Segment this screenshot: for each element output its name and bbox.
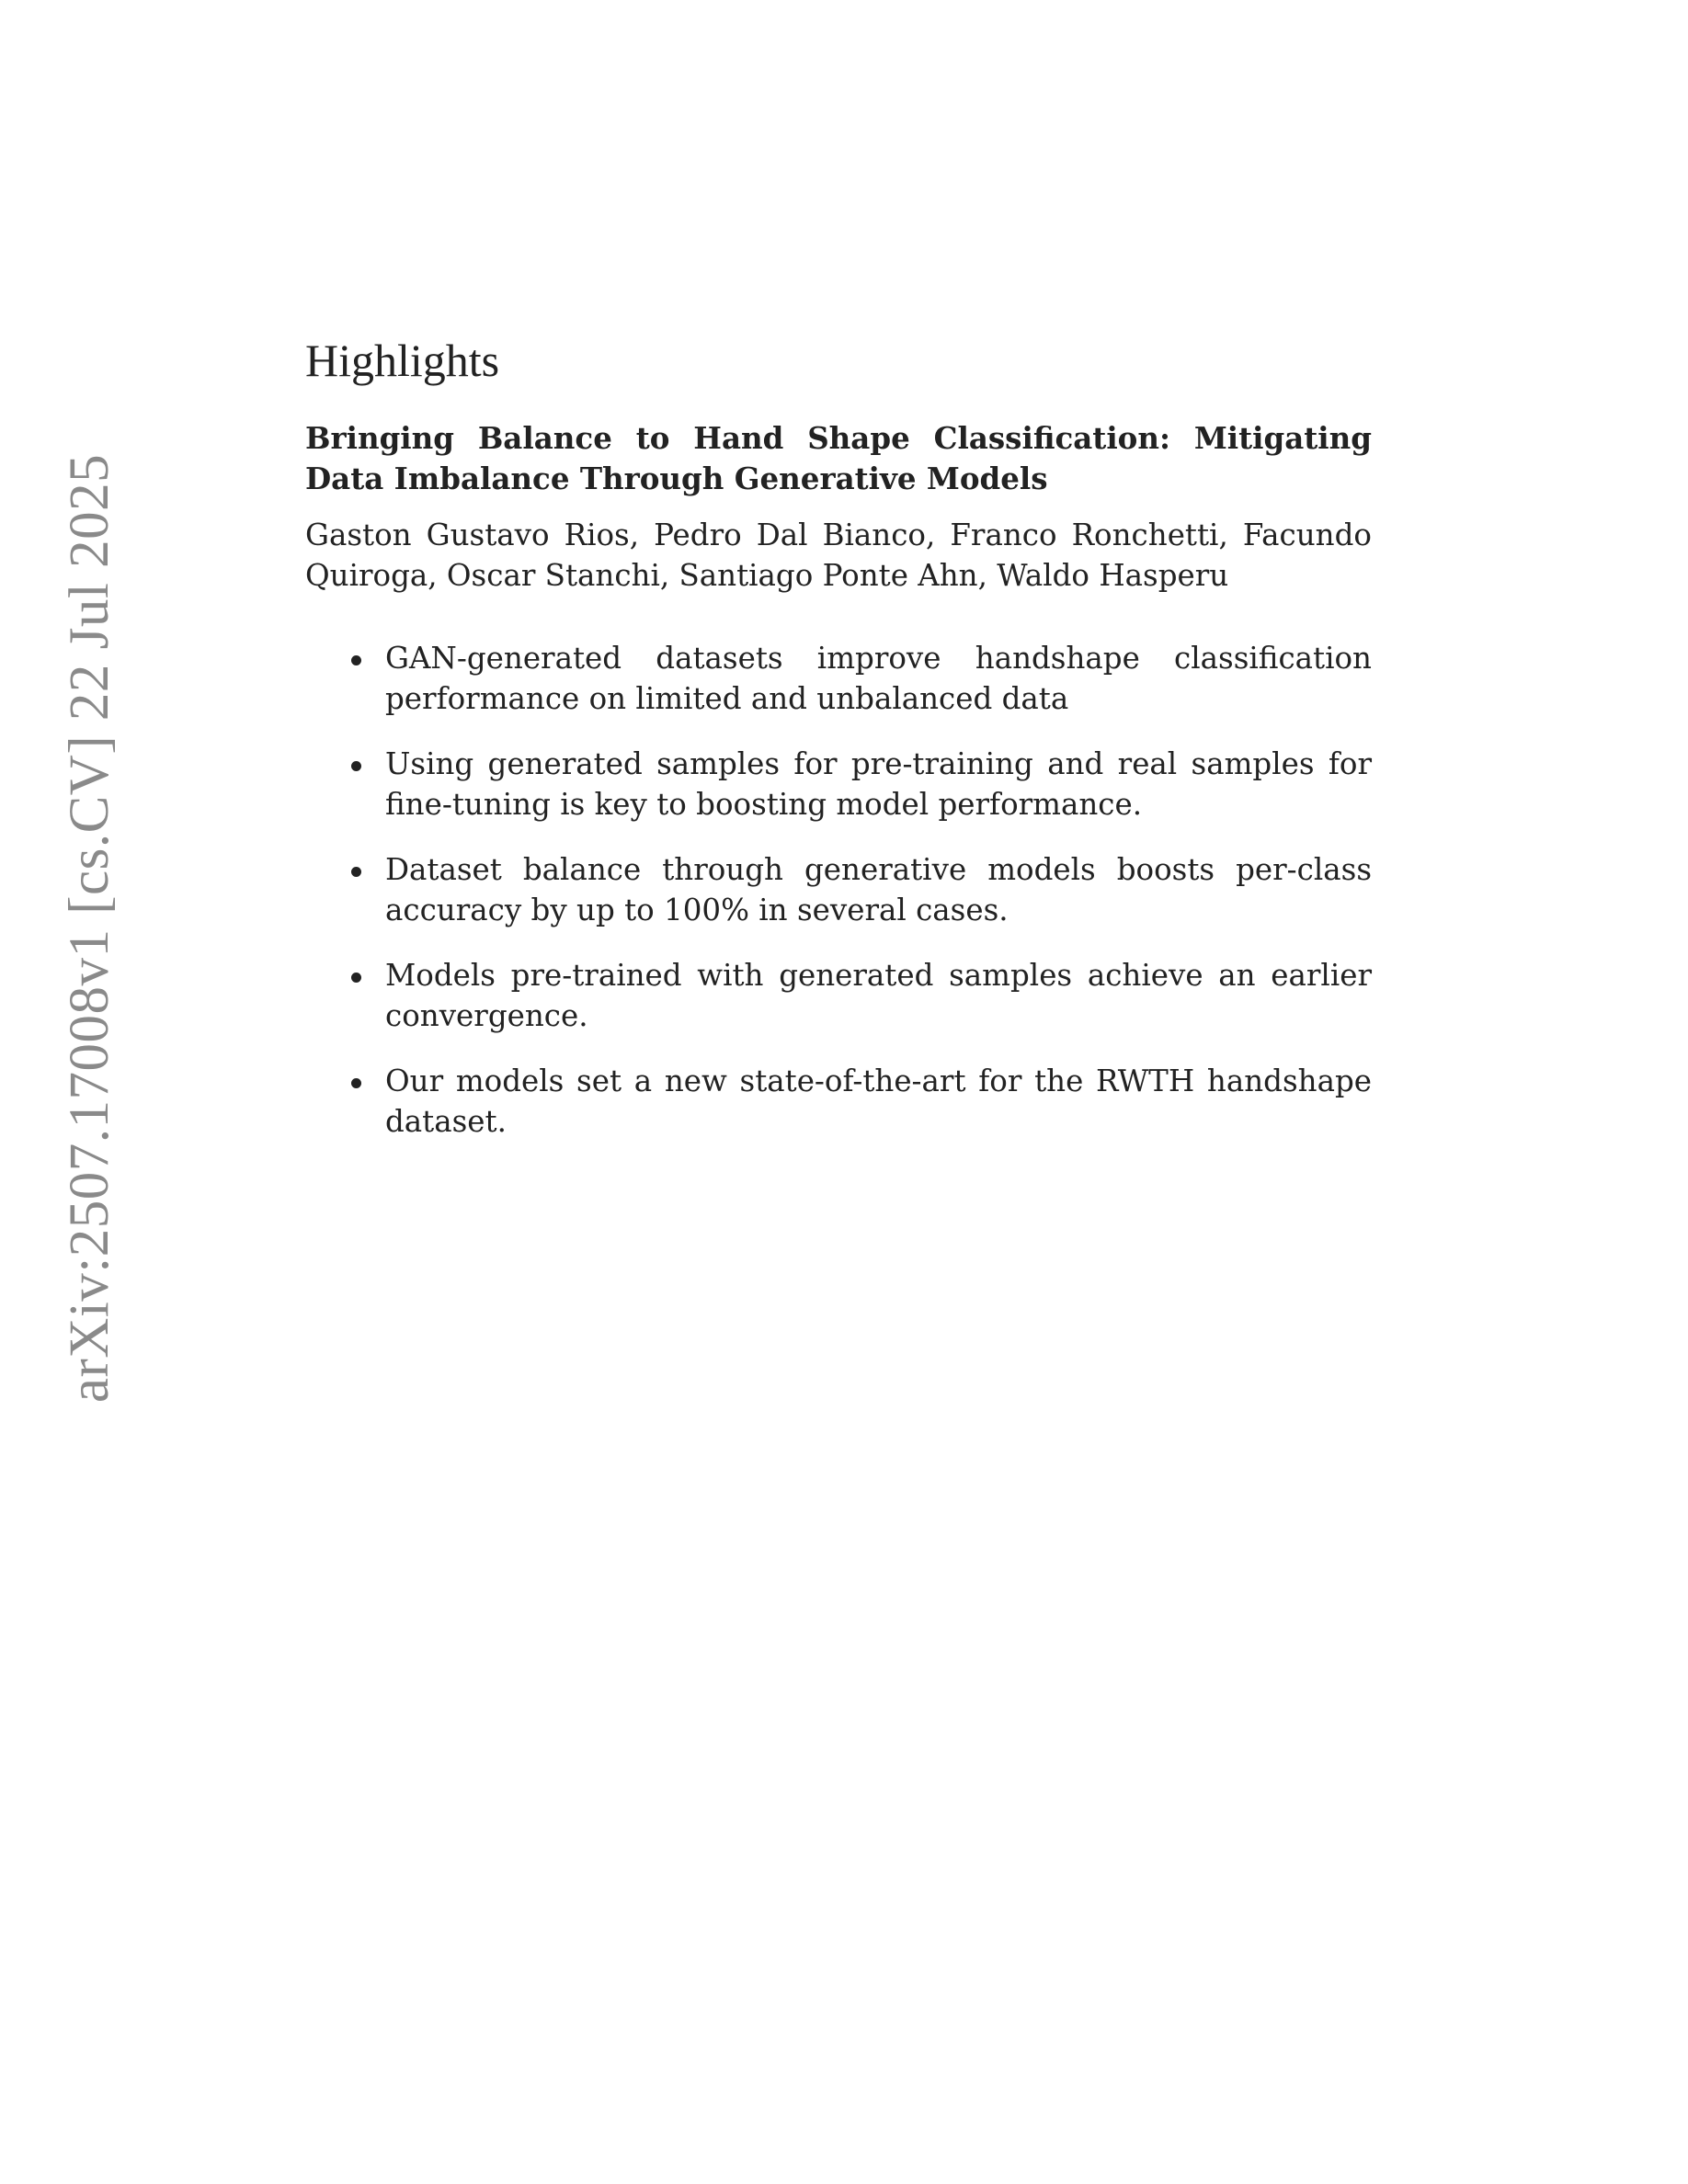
highlight-item	[305, 850, 1372, 930]
author-list: Gaston Gustavo Rios, Pedro Dal Bianco, Franco Ronchetti, Facundo Quiroga, Oscar Stanchi, Santiago Ponte Ahn, Waldo Hasperu	[305, 518, 1372, 593]
bullet-icon	[351, 973, 361, 983]
highlight-item	[305, 956, 1372, 1036]
highlights-heading: Highlights	[305, 335, 500, 386]
bullet-icon	[351, 867, 361, 877]
highlight-item	[305, 1062, 1372, 1142]
highlight-text: Our models set a new state-of-the-art for the RWTH handshape dataset.	[385, 1064, 1372, 1139]
highlight-text: Dataset balance through generative models boosts per-class accuracy by up to 100% in several cases.	[385, 852, 1372, 927]
arxiv-stamp-text: arXiv:2507.17008v1 [cs.CV] 22 Jul 2025	[59, 453, 120, 1404]
highlight-text: Models pre-trained with generated samples achieve an earlier convergence.	[385, 958, 1372, 1033]
bullet-icon	[351, 1078, 361, 1088]
highlight-text: GAN-generated datasets improve handshape classification performance on limited and unbalanced data	[385, 641, 1372, 716]
bullet-icon	[351, 761, 361, 771]
highlights-list	[305, 639, 1372, 1167]
paper-title: Bringing Balance to Hand Shape Classification: Mitigating Data Imbalance Through Generative Models	[305, 420, 1372, 496]
highlight-item	[305, 639, 1372, 719]
highlight-item	[305, 745, 1372, 825]
highlight-text: Using generated samples for pre-training and real samples for fine-tuning is key to boosting model performance.	[385, 746, 1372, 822]
bullet-icon	[351, 655, 361, 665]
